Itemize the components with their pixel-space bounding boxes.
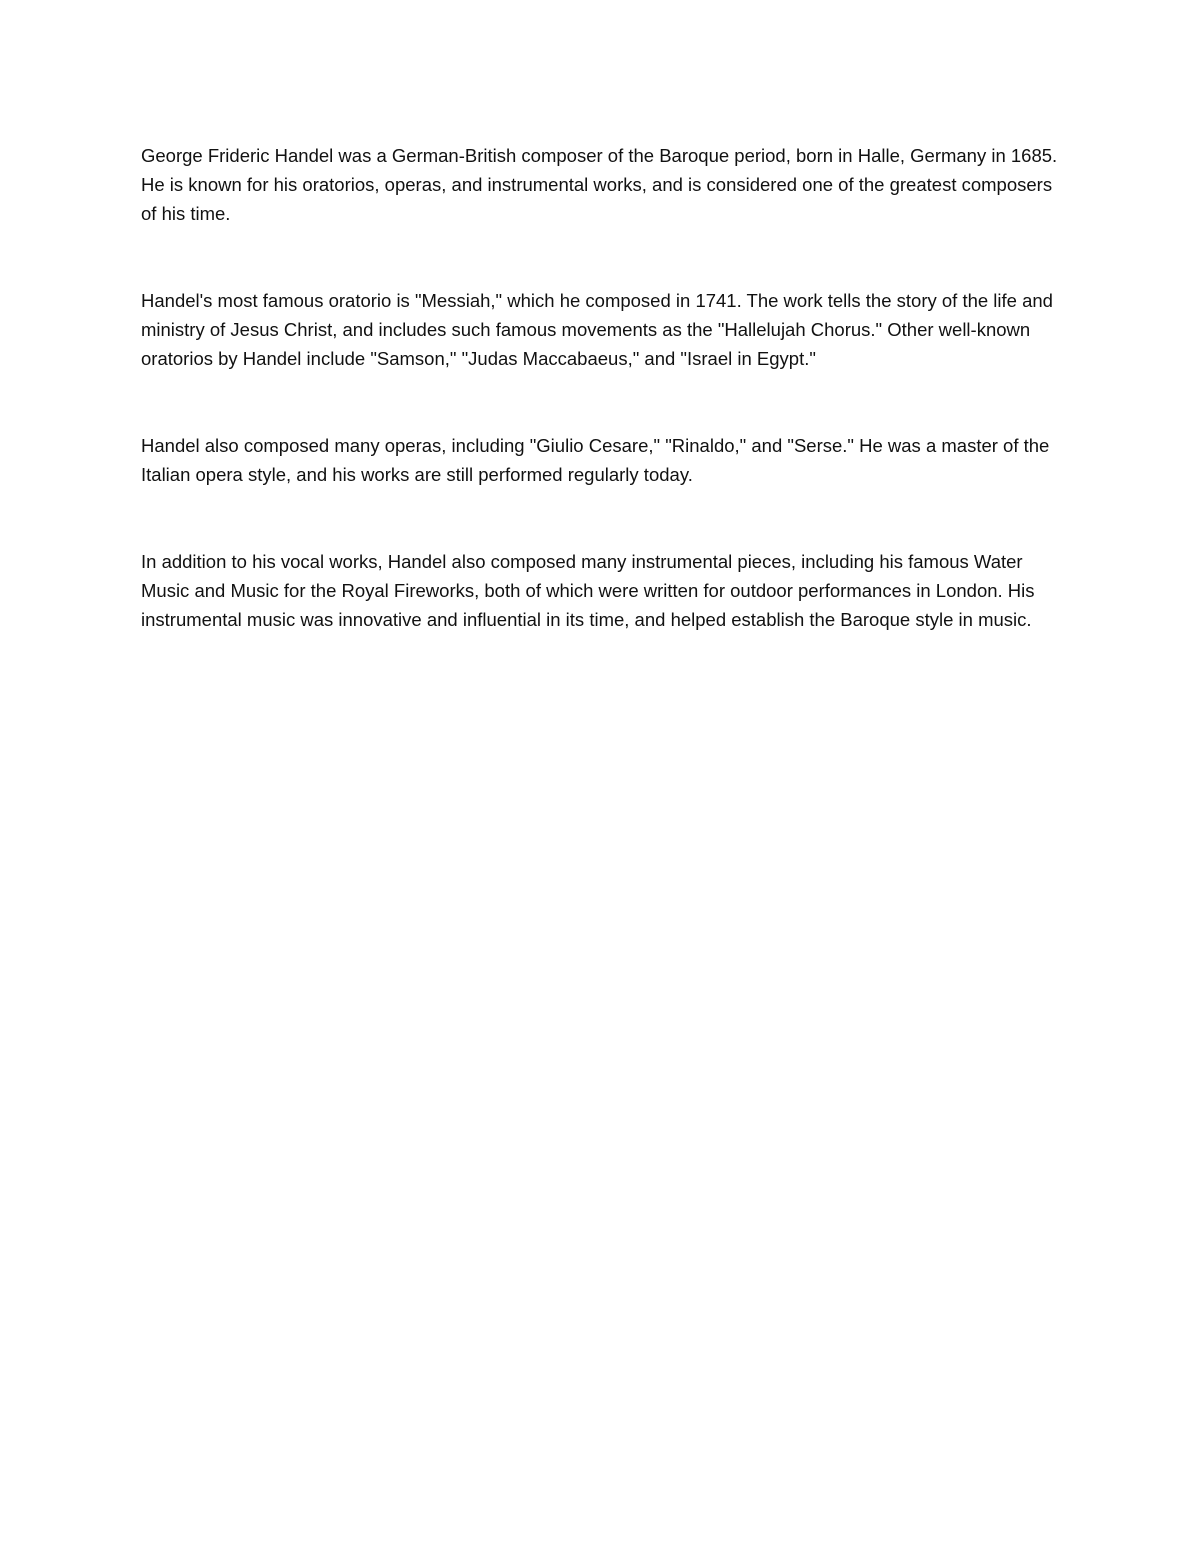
paragraph-operas: Handel also composed many operas, including "Giulio Cesare," "Rinaldo," and "Serse." He was a master of the Italian opera style, and his works are still performed regularly today. <box>141 435 1050 485</box>
paragraph-instrumental-works: In addition to his vocal works, Handel also composed many instrumental pieces, including his famous Water Music and Music for the Royal Fireworks, both of which were written for outdoor performances in London. His instrumental music was innovative and influential in its time, and helped establish the Baroque style in music. <box>141 551 1035 630</box>
document-body <box>141 141 1071 634</box>
paragraph-handel-intro: George Frideric Handel was a German-British composer of the Baroque period, born in Halle, Germany in 1685. He is known for his oratorios, operas, and instrumental works, and is considered one of the greatest composers of his time. <box>141 145 1058 224</box>
paragraph-messiah-oratorio: Handel's most famous oratorio is "Messiah," which he composed in 1741. The work tells the story of the life and ministry of Jesus Christ, and includes such famous movements as the "Hallelujah Chorus." Other well-known oratorios by Handel include "Samson," "Judas Maccabaeus," and "Israel in Egypt." <box>141 290 1053 369</box>
